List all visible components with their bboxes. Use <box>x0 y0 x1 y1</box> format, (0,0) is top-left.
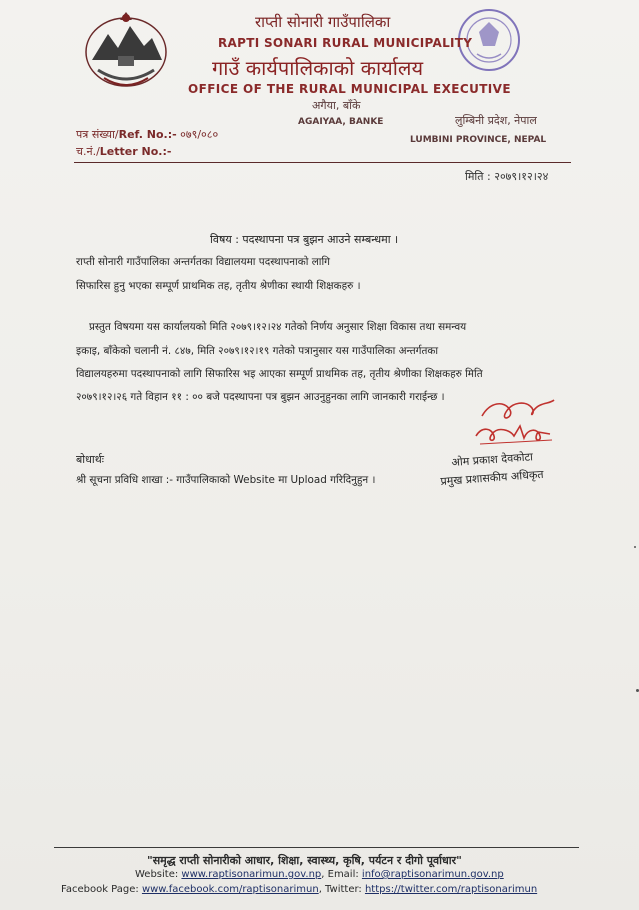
letter-number <box>76 144 171 159</box>
website-label: Website: <box>135 869 182 880</box>
municipality-name-en: RAPTI SONARI RURAL MUNICIPALITY <box>218 36 473 50</box>
office-name-en: OFFICE OF THE RURAL MUNICIPAL EXECUTIVE <box>188 82 511 96</box>
body-line-3: विद्यालयहरुमा पदस्थापनाको लागि सिफारिस भइ आएका सम्पूर्ण प्राथमिक तह, तृतीय श्रेणीका शिक्षकहरु मिति <box>76 368 483 380</box>
reference-number <box>76 127 218 142</box>
nepal-emblem-icon <box>78 8 174 92</box>
website-link[interactable]: www.raptisonarimun.gov.np <box>181 869 322 880</box>
province-np: लुम्बिनी प्रदेश, नेपाल <box>455 114 537 127</box>
province-en: LUMBINI PROVINCE, NEPAL <box>410 135 547 145</box>
addressee-line-1: राप्ती सोनारी गाउँपालिका अन्तर्गतका विद्यालयमा पदस्थापनाको लागि <box>76 256 330 268</box>
signatory-title: प्रमुख प्रशासकीय अधिकृत <box>440 467 544 488</box>
header-divider <box>74 162 571 163</box>
ref-label-en: Ref. No.:- <box>118 128 177 141</box>
body-line-4: २०७९।१२।२६ गते विहान ११ : ०० बजे पदस्थापना पत्र बुझन आउनुहुनका लागि जानकारी गराईन्छ । <box>76 391 445 403</box>
ref-value: ०७९/०८० <box>180 128 219 141</box>
office-name-np: गाउँ कार्यपालिकाको कार्यालय <box>212 56 424 80</box>
letter-label-en: Letter No.:- <box>99 145 172 158</box>
scan-dot <box>634 546 636 548</box>
footer-contact-line-2 <box>61 884 537 895</box>
handwritten-signature <box>470 392 560 450</box>
footer-motto: "समृद्ध राप्ती सोनारीको आधार, शिक्षा, स्वास्थ्य, कृषि, पर्यटन र दीगो पूर्वाधार" <box>147 854 462 867</box>
email-label: , Email: <box>321 869 362 880</box>
signatory-name: ओम प्रकाश देवकोटा <box>451 450 534 469</box>
footer-contact-line-1 <box>135 869 504 880</box>
letter-subject: विषय : पदस्थापना पत्र बुझन आउने सम्बन्धमा । <box>210 233 399 246</box>
cc-label: बोधार्थः <box>76 453 104 466</box>
email-link[interactable]: info@raptisonarimun.gov.np <box>361 869 504 880</box>
ref-label-np: पत्र संख्या/ <box>76 128 119 141</box>
body-line-2: इकाइ, बाँकेको चलानी नं. ८४७, मिति २०७९।१२।१९ गतेको पत्रानुसार यस गाउँपालिका अन्तर्गतका <box>76 345 439 357</box>
body-line-1: प्रस्तुत विषयमा यस कार्यालयको मिति २०७९।१२।२४ गतेको निर्णय अनुसार शिक्षा विकास तथा समन्वय <box>89 321 467 333</box>
letter-date: मिति : २०७९।१२।२४ <box>465 170 549 183</box>
footer-divider <box>54 847 579 848</box>
letter-label-np: च.नं./ <box>76 145 100 158</box>
twitter-link[interactable]: https://twitter.com/raptisonarimun <box>364 884 538 895</box>
municipality-name-np: राप्ती सोनारी गाउँपालिका <box>255 13 391 31</box>
facebook-link[interactable]: www.facebook.com/raptisonarimun <box>141 884 319 895</box>
addressee-line-2: सिफारिस हुनु भएका सम्पूर्ण प्राथमिक तह, तृतीय श्रेणीका स्थायी शिक्षकहरु । <box>76 280 361 292</box>
cc-line: श्री सूचना प्रविधि शाखा :- गाउँपालिकाको Website मा Upload गरिदिनुहुन । <box>76 474 376 486</box>
twitter-label: , Twitter: <box>318 884 365 895</box>
facebook-label: Facebook Page: <box>61 884 142 895</box>
place-en: AGAIYAA, BANKE <box>298 117 384 127</box>
place-np: अगैया, बाँके <box>312 99 361 112</box>
